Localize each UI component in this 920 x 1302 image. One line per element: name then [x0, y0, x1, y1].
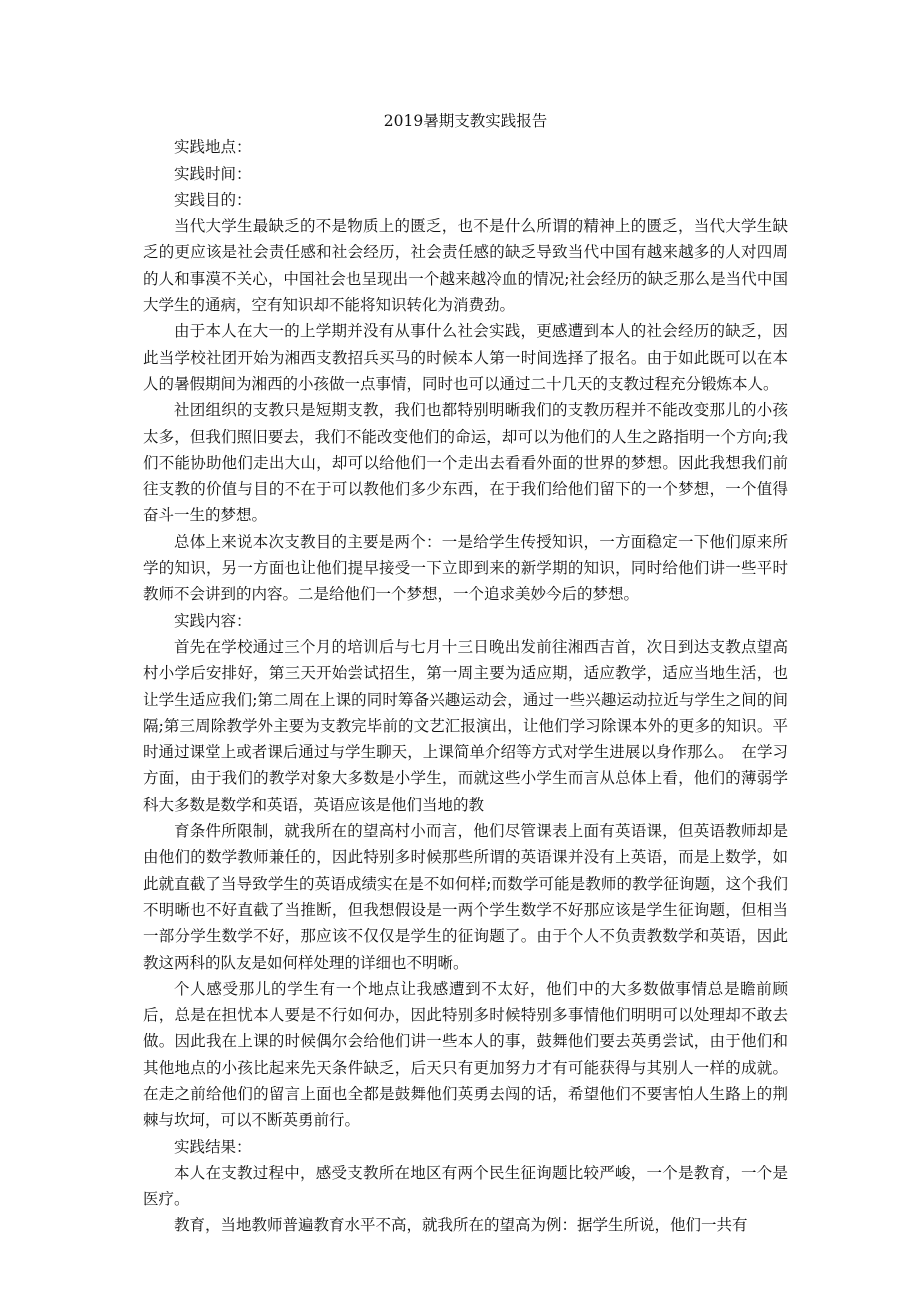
- field-location: 实践地点：: [174, 138, 252, 157]
- content-paragraph: 个人感受那儿的学生有一个地点让我感遭到不太好，他们中的大多数做事情总是瞻前顾后，总是在担忧本人要是不行如何办，因此特别多时候特别多事情他们明明可以处理却不敢去做。因此我在上课的时候偶尔会给他们讲一些本人的事，鼓舞他们要去英勇尝试，由于他们和其他地点的小孩比起来先天条件缺乏，后天只有更加努力才有可能获得与其别人一样的成就。在走之前给他们的留言上面也全都是鼓舞他们英勇去闯的话，希望他们不要害怕人生路上的荆棘与坎坷，可以不断英勇前行。: [143, 979, 788, 1130]
- section-label-result: 实践结果：: [174, 1137, 252, 1156]
- result-paragraph: 本人在支教过程中，感受支教所在地区有两个民生征询题比较严峻，一个是教育，一个是医疗。: [143, 1163, 788, 1209]
- field-purpose: 实践目的：: [174, 190, 252, 209]
- content-paragraph: 育条件所限制，就我所在的望高村小而言，他们尽管课表上面有英语课，但英语教师却是由他们的数学教师兼任的，因此特别多时候那些所谓的英语课并没有上英语，而是上数学，如此就直截了当导致学生的英语成绩实在是不如何样;而数学可能是教师的教学征询题，这个我们不明晰也不好直截了当推断，但我想假设是一两个学生数学不好那应该是学生征询题，但相当一部分学生数学不好，那应该不仅仅是学生的征询题了。由于个人不负责教数学和英语，因此教这两科的队友是如何样处理的详细也不明晰。: [143, 822, 788, 972]
- purpose-paragraph: 社团组织的支教只是短期支教，我们也都特别明晰我们的支教历程并不能改变那儿的小孩太多，但我们照旧要去，我们不能改变他们的命运，却可以为他们的人生之路指明一个方向;我们不能协助他们走出大山，却可以给他们一个走出去看看外面的世界的梦想。因此我想我们前往支教的价值与目的不在于可以教他们多少东西，在于我们给他们留下的一个梦想，一个值得奋斗一生的梦想。: [143, 401, 788, 525]
- field-time: 实践时间：: [174, 164, 252, 183]
- result-paragraph: 教育，当地教师普遍教育水平不高，就我所在的望高为例：据学生所说，他们一共有: [174, 1216, 748, 1235]
- document-page: [143, 108, 788, 1239]
- purpose-paragraph: 由于本人在大一的上学期并没有从事什么社会实践，更感遭到本人的社会经历的缺乏，因此当学校社团开始为湘西支教招兵买马的时候本人第一时间选择了报名。由于如此既可以在本人的暑假期间为湘西的小孩做一点事情，同时也可以通过二十几天的支教过程充分锻炼本人。: [143, 322, 788, 393]
- purpose-paragraph: 当代大学生最缺乏的不是物质上的匮乏，也不是什么所谓的精神上的匮乏，当代大学生缺乏的更应该是社会责任感和社会经历，社会责任感的缺乏导致当代中国有越来越多的人对四周的人和事漠不关心，中国社会也呈现出一个越来越冷血的情况;社会经历的缺乏那么是当代中国大学生的通病，空有知识却不能将知识转化为消费劲。: [143, 217, 788, 315]
- content-paragraph: 首先在学校通过三个月的培训后与七月十三日晚出发前往湘西吉首，次日到达支教点望高村小学后安排好，第三天开始尝试招生，第一周主要为适应期，适应教学，适应当地生活，也让学生适应我们;第二周在上课的同时筹备兴趣运动会，通过一些兴趣运动拉近与学生之间的间隔;第三周除教学外主要为支教完毕前的文艺汇报演出，让他们学习除课本外的更多的知识。平时通过课堂上或者课后通过与学生聊天，上课简单介绍等方式对学生进展以身作那么。 在学习方面，由于我们的教学对象大多数是小学生，而就这些小学生而言从总体上看，他们的薄弱学科大多数是数学和英语，英语应该是他们当地的教: [143, 637, 788, 814]
- purpose-paragraph: 总体上来说本次支教目的主要是两个：一是给学生传授知识，一方面稳定一下他们原来所学的知识，另一方面也让他们提早接受一下立即到来的新学期的知识，同时给他们讲一些平时教师不会讲到的内容。二是给他们一个梦想，一个追求美妙今后的梦想。: [143, 532, 788, 604]
- document-title: 2019暑期支教实践报告: [383, 112, 548, 130]
- section-label-content: 实践内容：: [174, 611, 252, 630]
